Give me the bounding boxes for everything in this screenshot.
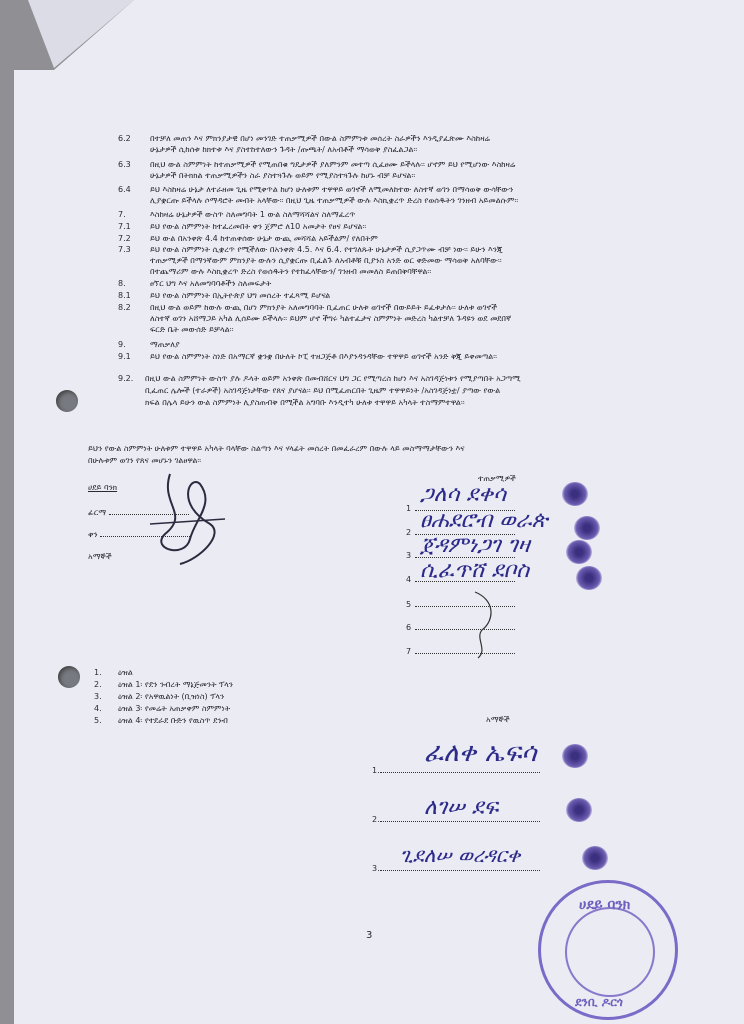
beneficiary-signature-3: ጀዳምነጋገ ገዛ [420,533,530,558]
folded-corner [14,0,134,70]
annex-text: ዕዝል [118,668,133,677]
clause-number: 6.4 [118,185,131,194]
clause-text: እስከዛሬ ሁኔታዎች ውስጥ ስለመግባት 1 ውል ስለማሻሻልና ስለማፈረጥ [150,210,356,219]
closing-line-1: ይህን የውል ስምምነት ሁለቱም ተዋዋይ አካላት ባላቸው ስልጣን እና ሃላፊት መሰረት በመፈራረም በውሉ ላይ መስማማታቸውን እና [88,444,465,453]
stamp-top-text: ሀደይ ባንክ [579,897,631,913]
clause-number: 8.1 [118,291,131,300]
clause-9-1 [118,351,497,362]
clause-8-1 [118,290,330,301]
annex-number: 5. [94,716,102,725]
clause-continuation: ተጠቃሚዎች በማንኛውም ምክንያት ውሉን ሲያቋርጡ ቢፈልጉ ለአብቶቹ ቢያንስ አንድ ወር ቀድመው ማሳወቅ አለባቸው፡፡ [150,256,502,265]
witness-signature-1: ፈለቀ ኤፍሳ [424,738,537,768]
witness-row-3: 3. [372,862,540,874]
beneficiary-number: 7 [406,647,412,656]
clause-9-2-number: 9.2. [118,374,134,383]
clause-7 [118,209,355,220]
clause-continuation: ሁኔታዎች ሲከሰቱ ከክተቱ እና ያስተከተለውን ጉዳት /ጡጫት/ ለአብቶች ማሳወቅ ያስፈልጋል፡፡ [150,145,418,154]
clause-text: ማጠቃለያ [150,340,180,349]
beneficiary-number: 3 [406,551,412,560]
clause-number: 8.2 [118,303,131,312]
clause-continuation: ሁኔታዎች በትክክል ተጠቃሚዎችን ስራ ያስተጓጉሉ ወይም የሚያስተጓጉሉ ከሆኑ ብቻ ይሆናል፡፡ [150,171,416,180]
clause-7-2 [118,233,378,244]
signature-line [415,598,515,607]
witness-signature-2: ለገሠ ደፍ [424,795,499,820]
witness-row-1: 1. [372,764,540,776]
clause-7-3 [118,244,503,255]
clause-continuation: ሊያቋርጡ ይችላሉ ሶማዳሮት መብት አላቸው፡፡ በዚህ ጊዜ ተጠቃሚዎች ውሉ እስኪቋረጥ ድረስ የወሰዱትን ገንዘብ አይመልሱም፡፡ [150,196,519,205]
clause-text: ይህ እስከዛሬ ሁኔታ ለተራዘመ ጊዜ የሚቀጥል ከሆነ ሁለቱም ተዋዋይ ወገኖች ለሚመለከተው ለስተኛ ወገን በማሳወቅ ውሳቸውን [150,185,514,194]
beneficiary-signature-4: ሲፈጥሸ ደቦስ [420,558,530,583]
clause-9-2-line-2: ቢፈጠር ሌሎች (ተራዎች) አስገዳጅነታቸው የጸና ያሆናል፡፡ ይህ በሚፈጠርበት ጊዜም ተዋዋይነት /አስገዳጅነቷ/ ያጣው የውል [145,386,501,395]
beneficiary-signature-1: ጋለሳ ደቀሳ [420,482,507,507]
official-stamp [538,880,678,1020]
beneficiary-number: 1 [406,504,412,513]
witness-thumbprint-2 [566,798,592,822]
beneficiaries-heading: ተጠቃሚዎች [478,474,516,483]
clause-9-2-line-1: በዚህ ውል ስምምነት ውስጥ ያሉ ዶላት ወይም አንቀጽ በመብሸርና ህግ ጋር የሚጣረስ ከሆነ እና አስገዳጅነቱን የሚያጣበት አጋጣሚ [145,374,521,383]
signature-line [415,645,515,654]
clause-text: ይህ ውል በአንቀጽ 4.4 ከተጠቀሰው ሁኔታ ውጪ መሻሻል አይችልም/ የለበትም [150,234,378,243]
clause-8-2 [118,302,497,313]
clause-number: 8. [118,279,126,288]
clause-number: 6.2 [118,134,131,143]
clause-continuation: ለስተኛ ወገን አሸማጋይ አካል ሊሰይሙ ይችላሉ፡፡ ይህም ሆኖ ችግሩ ካልተፈታና ስምምነት መድረስ ካልተቻለ ጉዳዩን ወደ መደበኛ [150,314,512,323]
annex-item [94,667,133,678]
beneficiary-number: 2 [406,528,412,537]
annex-number: 1. [94,668,102,677]
witness-thumbprint-3 [582,846,608,870]
clause-6-4 [118,184,513,195]
clause-number: 7.3 [118,245,131,254]
stamp-bottom-text: ደንቢ ዶርጎ [575,995,623,1009]
closing-bracket-mark [470,590,500,660]
clause-continuation: ፍርድ ቤት መውሰድ ይቻላል፡፡ [150,325,234,334]
annex-number: 4. [94,704,102,713]
clause-9 [118,339,180,350]
signature-line [415,621,515,630]
clause-text: ይህ የውል ስምምነት ሲቋረጥ የሚችለው በአንቀጽ 4.5. እና 6.4. የተገለጹት ሁኔታዎች ሲያጋጥሙ ብቻ ነው፡፡ ይሁን እንጂ [150,245,503,254]
beneficiary-number: 5 [406,600,412,609]
witness-label: አማኞች [88,552,112,561]
clause-text: ይህ የውል ስምምነት በኢትዮጵያ ህግ መሰረት ተፈጻሚ ይሆናል [150,291,331,300]
stamp-inner-ring [565,907,655,997]
annex-number: 2. [94,680,102,689]
clause-text: በተቻለ መጠን እና ምክንያታዊ በሆነ መንገድ ተጠቃሚዎች በውል ስምምነቱ መሰረት ስራዎችን እንዲያፈጽሙ እስከዛሬ [150,134,490,143]
punch-hole-bottom [58,666,80,688]
annex-number: 3. [94,692,102,701]
sign-label: ፊርማ [88,506,189,518]
thumbprint-2 [574,516,600,540]
clause-number: 7.1 [118,222,131,231]
bank-signature [130,464,240,574]
clause-number: 7. [118,210,126,219]
clause-text: በዚህ ውል ወይም ከውሉ ውጪ በሆነ ምክንያት አለመግባባት ቢፈጠር ሁለቱ ወገኖች በውይይት ይፈቱታሉ፡፡ ሁለቱ ወገኖች [150,303,498,312]
clause-7-1 [118,221,366,232]
page-number: 3 [366,930,373,941]
annex-text: ዕዝል 2፡ የአዋዉልነት (ቢዝነስ) ፕላን [118,692,225,701]
clause-text: ይህ የውል ስምምነት ስነድ በአማርኛ ቋንቋ በሁለት ኮፒ ተዘጋጅቶ በእያንዳንዳቸው ተዋዋይ ወገኖች አንድ ቅጂ ይቀመጣል፡፡ [150,352,498,361]
witness-row-2: 2. [372,813,540,825]
clause-number: 9. [118,340,126,349]
clause-number: 6.3 [118,160,131,169]
clause-6-3 [118,159,515,170]
thumbprint-4 [576,566,602,590]
closing-line-2: በሁሉቱም ወገን የጸና መሆኑን ገልፀዋል፡፡ [88,456,202,465]
annex-item [94,703,230,714]
clause-number: 7.2 [118,234,131,243]
annex-text: ዕዝል 3፡ የመሬት አጠቃቀም ስምምነት [118,704,231,713]
clause-number: 9.1 [118,352,131,361]
org-name: ሀደይ ባንክ [88,483,118,492]
witness-signature-3: ጊደለሠ ወረዳርቀ [400,843,521,867]
date-label: ቀን [88,528,190,540]
clause-8 [118,278,271,289]
annex-item [94,691,224,702]
beneficiary-number: 6 [406,623,412,632]
beneficiary-signature-2: ፀሐደሮብ ወራጵ [420,508,548,533]
annex-text: ዕዝል 4፡ የተደራደ ቡድን የዉስጥ ደንብ [118,716,228,725]
clause-6-2 [118,133,490,144]
thumbprint-1 [562,482,588,506]
clause-text: ፀኘር ህግ እና አለመግባባቶችን ስለመፍታት [150,279,272,288]
thumbprint-3 [566,540,592,564]
annex-text: ዕዝል 1፡ የደን ንብረት ማኔጅመንት ፕላን [118,680,233,689]
beneficiary-number: 4 [406,575,412,584]
clause-text: ይህ የውል ስምምነት ከተፈረመበት ቀን ጀምሮ ለ10 አመታት የፀና ይሆናል፡፡ [150,222,367,231]
clause-text: በዚህ ውል ስምምነት ከተጠቃሚዎች የሚጠበቁ ግዴታዎች ያለምንም መተጣ ሲፈፀሙ ይችላሉ፡፡ ሆኖም ይህ የሚሆነው እስከዛሬ [150,160,516,169]
clause-continuation: በተጨማሪም ውሉ እስኪቋረጥ ድረስ የወሰዱትን የተከፈላቸውን/ ገንዘብ መመለስ ይጠበቅባቸዋል፡፡ [150,267,432,276]
annex-item [94,715,228,726]
witnesses-heading: አማኞች [486,715,510,724]
clause-9-2-line-3: ክፍል በሌላ ይሁን ውል ስምምነት ሊያስጠብቅ በሚችል አግባቡ እንዲተካ ሁለቱ ተዋዋይ አካላት ተስማምተዋል፡፡ [145,398,465,407]
witness-thumbprint-1 [562,744,588,768]
punch-hole-top [56,390,78,412]
annex-item [94,679,233,690]
